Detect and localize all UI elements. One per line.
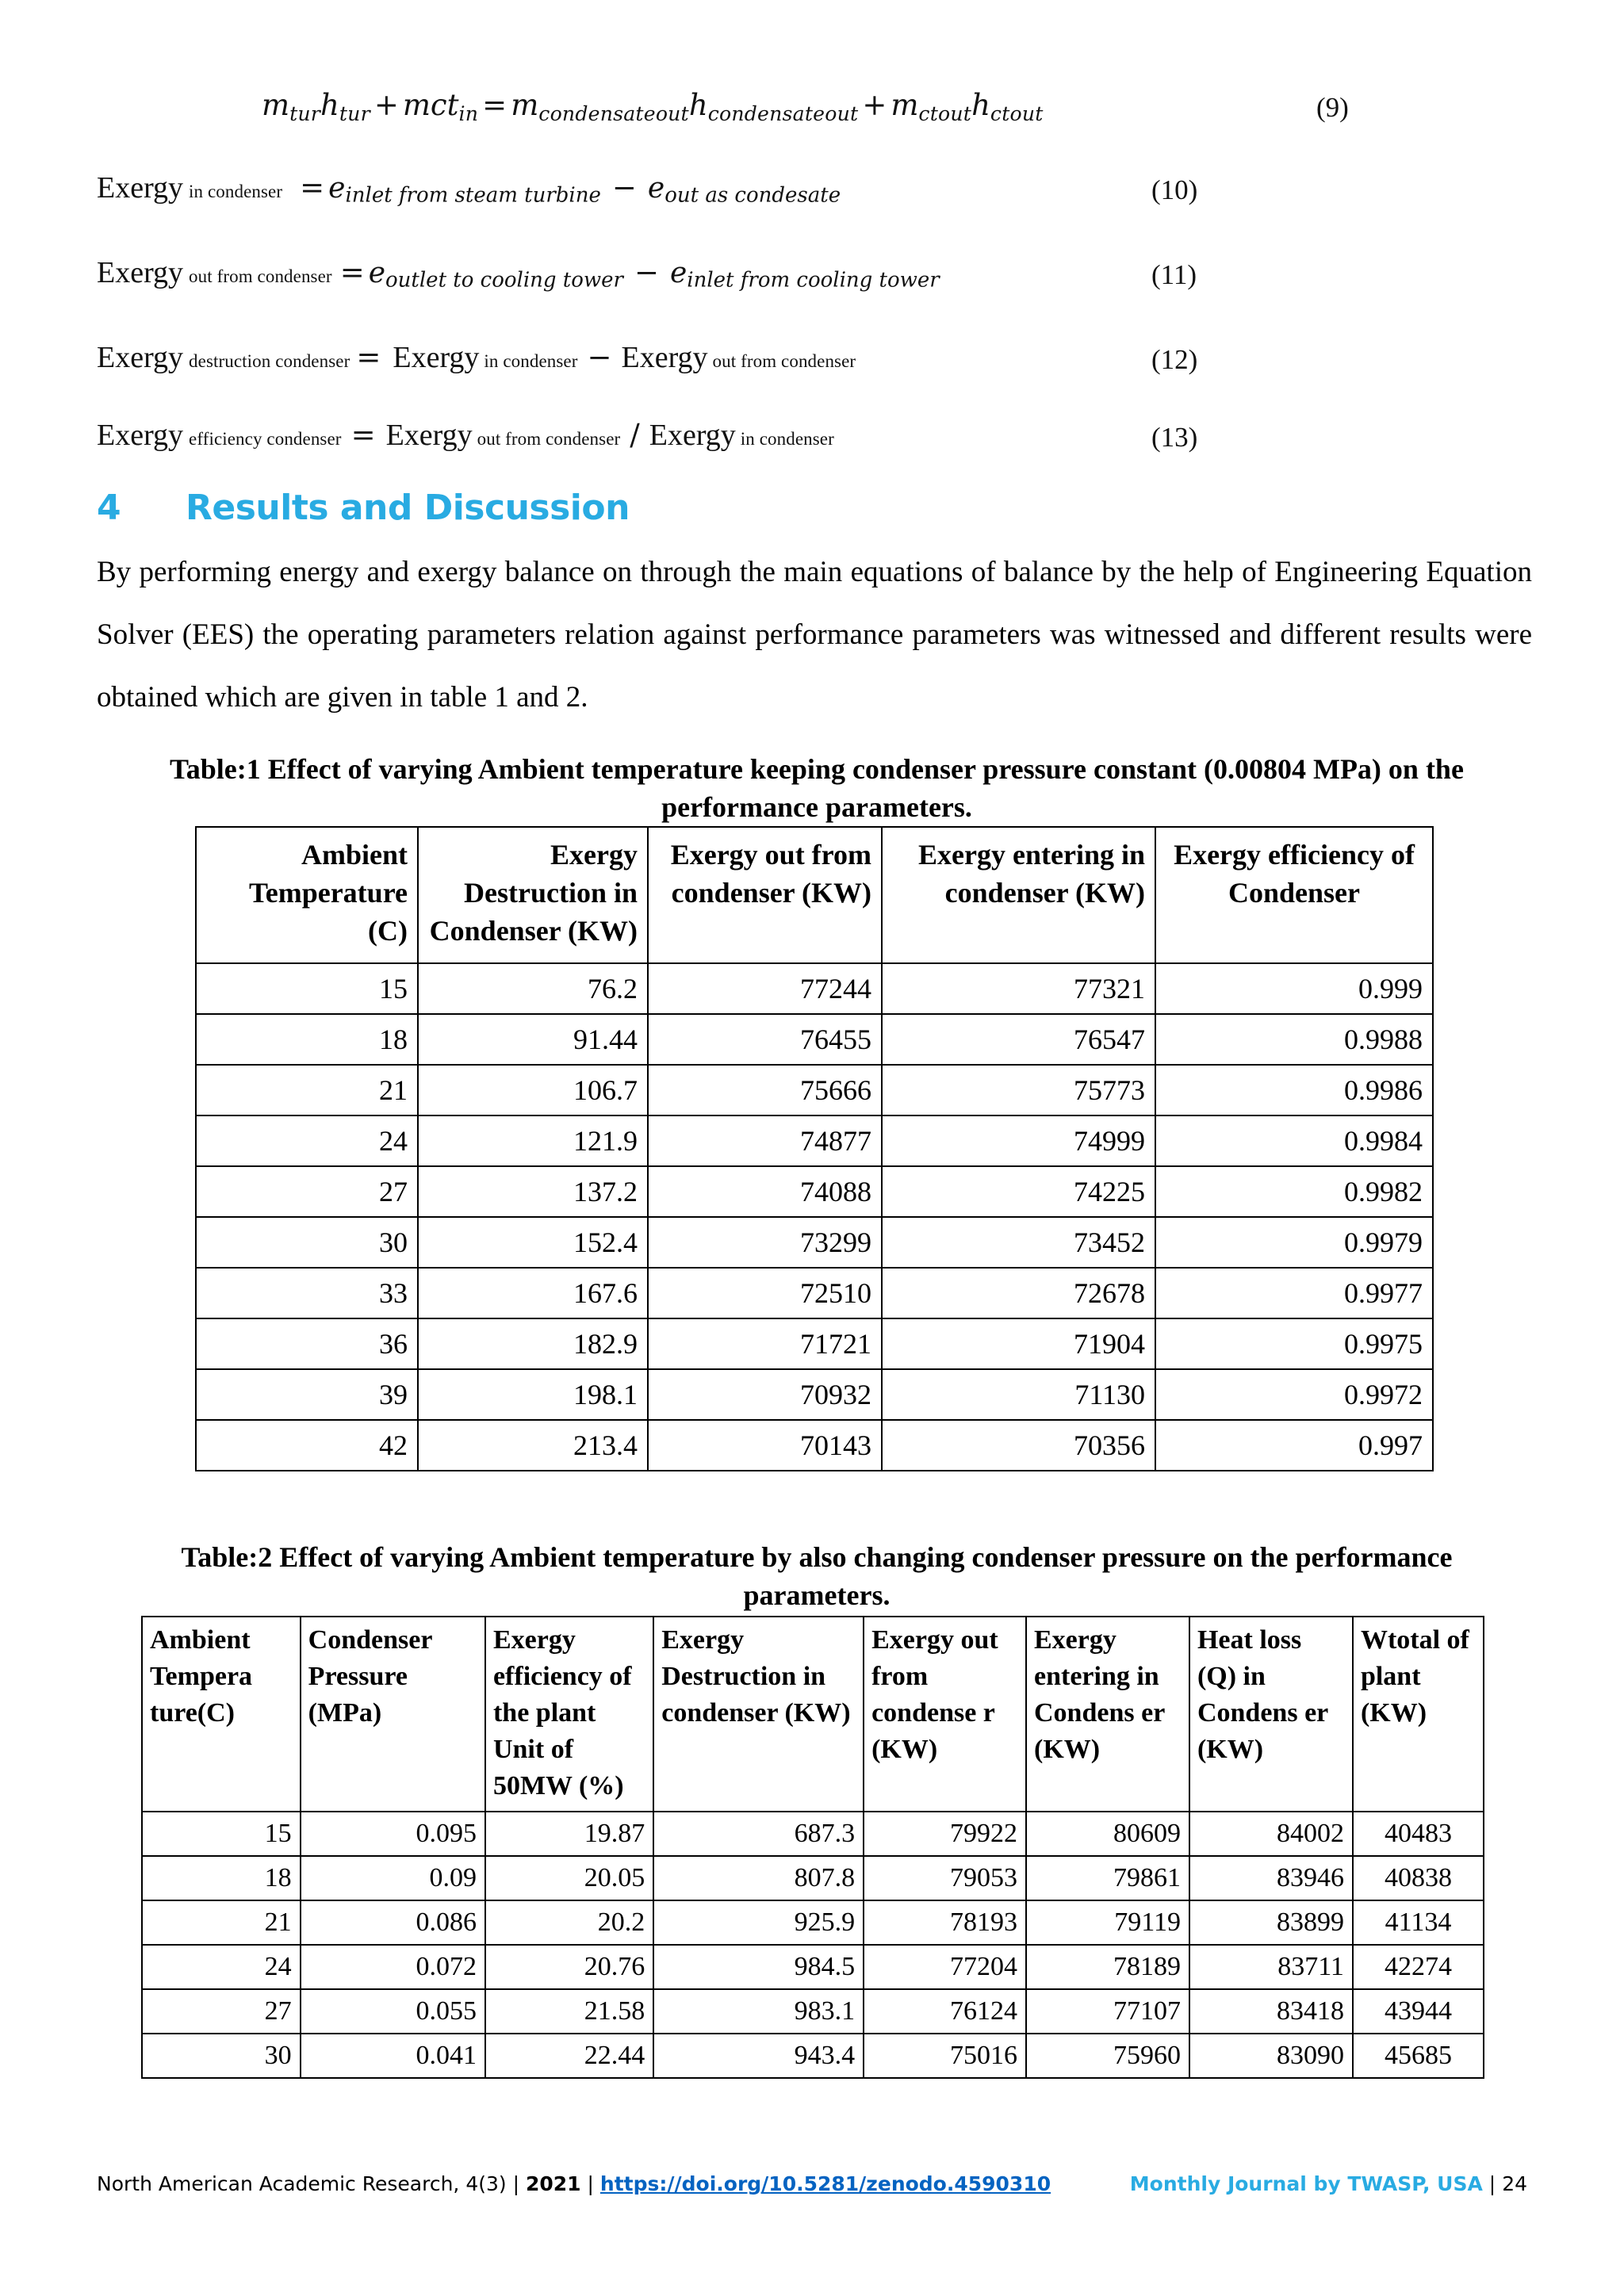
table2-cell: 83418	[1189, 1989, 1353, 2034]
table2-cell: 77107	[1026, 1989, 1189, 2034]
eq10-term1-base: e	[328, 172, 346, 205]
table2-cell: 79861	[1026, 1856, 1189, 1900]
table2-cell: 943.4	[653, 2034, 864, 2078]
eq9-term-m-condensateout: $m_{condensateout}$	[511, 88, 689, 126]
table1-cell: 75773	[882, 1065, 1155, 1115]
table2-cell: 983.1	[653, 1989, 864, 2034]
table1-cell: 0.9972	[1155, 1369, 1433, 1420]
table1-cell: 106.7	[418, 1065, 648, 1115]
table1-cell: 198.1	[418, 1369, 648, 1420]
table-row	[196, 1115, 1433, 1166]
table-2-exergy-varying-pressure	[141, 1616, 1484, 2079]
table2-cell: 0.086	[301, 1900, 485, 1945]
eq13-term2-sub: in condenser	[740, 429, 834, 449]
table1-cell: 15	[196, 963, 418, 1014]
eq9-equals: =	[482, 88, 508, 122]
eq10-term2-base: e	[647, 172, 665, 205]
table2-cell: 40483	[1353, 1812, 1484, 1856]
eq11-lhs-word: Exergy	[97, 256, 184, 289]
table1-cell: 74877	[648, 1115, 882, 1166]
table1-cell: 0.9988	[1155, 1014, 1433, 1065]
table2-col-heat-loss: Heat loss (Q) in Condens er (KW)	[1189, 1617, 1353, 1812]
table2-col-wtotal: Wtotal of plant (KW)	[1353, 1617, 1484, 1812]
table-row	[196, 1065, 1433, 1115]
table1-col-exergy-efficiency: Exergy efficiency of Condenser	[1155, 827, 1433, 963]
table2-cell: 84002	[1189, 1812, 1353, 1856]
footer-page-separator: |	[1488, 2172, 1496, 2195]
table2-cell: 42274	[1353, 1945, 1484, 1989]
eq13-term1-word: Exergy	[385, 419, 473, 452]
table1-cell: 74225	[882, 1166, 1155, 1217]
footer-left	[97, 2172, 1051, 2195]
eq13-term2-word: Exergy	[649, 419, 736, 452]
eq11-term2-sub: inlet from cooling tower	[687, 268, 940, 293]
table1-cell: 18	[196, 1014, 418, 1065]
table-row	[196, 1369, 1433, 1420]
table-row	[142, 1945, 1484, 1989]
table2-cell: 77204	[864, 1945, 1026, 1989]
eq11-term1-sub: outlet to cooling tower	[385, 268, 623, 293]
eq13-lhs-sub: efficiency condenser	[189, 429, 342, 449]
table1-cell: 0.999	[1155, 963, 1433, 1014]
section-heading-results	[97, 488, 630, 528]
table-row	[196, 1268, 1433, 1318]
table2-header-row	[142, 1617, 1484, 1812]
table1-cell: 0.9975	[1155, 1318, 1433, 1369]
table2-cell: 0.095	[301, 1812, 485, 1856]
table1-cell: 36	[196, 1318, 418, 1369]
eq12-term2-sub: out from condenser	[712, 351, 856, 371]
eq11-minus: −	[634, 255, 659, 289]
table1-cell: 182.9	[418, 1318, 648, 1369]
table2-caption: Table:2 Effect of varying Ambient temperature by also changing condenser pressure on the performance parameters.	[181, 1541, 1453, 1611]
eq12-lhs-sub: destruction condenser	[189, 351, 350, 371]
table1-cell: 70143	[648, 1420, 882, 1471]
table2-cell: 0.055	[301, 1989, 485, 2034]
footer-doi-link[interactable]: https://doi.org/10.5281/zenodo.4590310	[599, 2172, 1051, 2195]
table1-cell: 72510	[648, 1268, 882, 1318]
equation-number-12: (12)	[1151, 344, 1198, 375]
table2-col-exergy-efficiency-plant: Exergy efficiency of the plant Unit of 50MW (%)	[485, 1617, 653, 1812]
eq12-lhs-word: Exergy	[97, 341, 184, 374]
table1-cell: 213.4	[418, 1420, 648, 1471]
table2-cell: 79922	[864, 1812, 1026, 1856]
table1-cell: 42	[196, 1420, 418, 1471]
table1-cell: 91.44	[418, 1014, 648, 1065]
footer-separator: |	[587, 2172, 594, 2195]
table-row	[196, 1318, 1433, 1369]
table2-cell: 24	[142, 1945, 301, 1989]
equation-11	[0, 255, 1624, 313]
table1-cell: 73299	[648, 1217, 882, 1268]
table2-cell: 40838	[1353, 1856, 1484, 1900]
equation-number-11: (11)	[1151, 259, 1197, 290]
eq12-minus: −	[587, 340, 612, 374]
table2-cell: 21.58	[485, 1989, 653, 2034]
table1-cell: 74088	[648, 1166, 882, 1217]
equation-12	[0, 342, 1624, 398]
table1-cell: 74999	[882, 1115, 1155, 1166]
table2-cell: 83946	[1189, 1856, 1353, 1900]
table-1-exergy-constant-pressure	[195, 826, 1434, 1471]
eq9-term-h-ctout: $h_{ctout}$	[971, 88, 1044, 126]
table2-cell: 984.5	[653, 1945, 864, 1989]
table1-cell: 70932	[648, 1369, 882, 1420]
table2-cell: 78189	[1026, 1945, 1189, 1989]
eq11-term1-base: e	[368, 257, 386, 289]
table1-cell: 77244	[648, 963, 882, 1014]
table2-cell: 45685	[1353, 2034, 1484, 2078]
table2-cell: 43944	[1353, 1989, 1484, 2034]
eq10-term2-sub: out as condesate	[665, 183, 841, 208]
table1-cell: 0.9984	[1155, 1115, 1433, 1166]
footer-journal-text: North American Academic Research, 4(3) |	[97, 2172, 520, 2195]
table1-col-ambient-temperature: Ambient Temperature (C)	[196, 827, 418, 963]
table2-cell: 0.041	[301, 2034, 485, 2078]
footer-publisher: Monthly Journal by TWASP, USA	[1129, 2172, 1483, 2195]
table1-cell: 0.9982	[1155, 1166, 1433, 1217]
table2-cell: 15	[142, 1812, 301, 1856]
table-row	[142, 1856, 1484, 1900]
table2-cell: 20.76	[485, 1945, 653, 1989]
table1-cell: 70356	[882, 1420, 1155, 1471]
table2-cell: 79119	[1026, 1900, 1189, 1945]
eq13-divide: /	[630, 418, 640, 452]
table2-col-ambient-temperature: Ambient Tempera ture(C)	[142, 1617, 301, 1812]
table1-cell: 24	[196, 1115, 418, 1166]
eq11-lhs-sub: out from condenser	[189, 266, 332, 286]
section-number: 4	[97, 488, 121, 528]
table1-cell: 76547	[882, 1014, 1155, 1065]
table1-cell: 121.9	[418, 1115, 648, 1166]
eq9-term-h-tur: $h_{tur}$	[320, 88, 370, 126]
table1-cell: 0.9986	[1155, 1065, 1433, 1115]
eq9-plus-2: +	[862, 88, 887, 122]
eq13-term1-sub: out from condenser	[477, 429, 621, 449]
table2-cell: 78193	[864, 1900, 1026, 1945]
table1-col-exergy-entering: Exergy entering in condenser (KW)	[882, 827, 1155, 963]
table1-cell: 77321	[882, 963, 1155, 1014]
eq11-term2-base: e	[669, 257, 688, 289]
table2-cell: 27	[142, 1989, 301, 2034]
eq9-term-mct-in: mct$_{in}$	[402, 88, 479, 126]
table1-cell: 71130	[882, 1369, 1155, 1420]
equation-10	[0, 170, 1624, 228]
table1-cell: 0.9977	[1155, 1268, 1433, 1318]
table-row	[196, 1166, 1433, 1217]
eq11-equals: =	[339, 255, 365, 289]
table2-col-exergy-destruction: Exergy Destruction in condenser (KW)	[653, 1617, 864, 1812]
table2-cell: 20.2	[485, 1900, 653, 1945]
table-row	[142, 1812, 1484, 1856]
eq12-term1-sub: in condenser	[484, 351, 578, 371]
eq12-term1-word: Exergy	[393, 341, 480, 374]
table1-cell: 27	[196, 1166, 418, 1217]
table2-cell: 18	[142, 1856, 301, 1900]
table2-cell: 925.9	[653, 1900, 864, 1945]
eq9-term-m-tur: $m_{tur}$	[262, 88, 321, 126]
page-footer	[0, 2172, 1624, 2207]
eq10-term1-sub: inlet from steam turbine	[345, 183, 601, 208]
table1-caption: Table:1 Effect of varying Ambient temperature keeping condenser pressure constant (0.00804 MPa) on the performance parameters.	[170, 753, 1464, 823]
table2-cell: 20.05	[485, 1856, 653, 1900]
table1-cell: 76455	[648, 1014, 882, 1065]
equation-9	[0, 90, 1624, 146]
table2-cell: 30	[142, 2034, 301, 2078]
eq12-term2-word: Exergy	[621, 341, 708, 374]
equation-number-10: (10)	[1151, 174, 1198, 205]
table2-cell: 80609	[1026, 1812, 1189, 1856]
table1-cell: 39	[196, 1369, 418, 1420]
table2-cell: 83899	[1189, 1900, 1353, 1945]
table2-cell: 0.09	[301, 1856, 485, 1900]
results-paragraph: By performing energy and exergy balance on through the main equations of balance by the help of Engineering Equation Solver (EES) the operating parameters relation against performance parameters was witnessed and different results were obtained which are given in table 1 and 2.	[97, 556, 1532, 714]
table1-cell: 33	[196, 1268, 418, 1318]
table2-cell: 41134	[1353, 1900, 1484, 1945]
table-row	[196, 1014, 1433, 1065]
table2-cell: 807.8	[653, 1856, 864, 1900]
table-row	[142, 1900, 1484, 1945]
table2-cell: 83090	[1189, 2034, 1353, 2078]
eq10-lhs-sub: in condenser	[189, 182, 283, 201]
table2-cell: 75960	[1026, 2034, 1189, 2078]
table-row	[196, 963, 1433, 1014]
table2-cell: 0.072	[301, 1945, 485, 1989]
eq9-plus-1: +	[373, 88, 399, 122]
table1-cell: 30	[196, 1217, 418, 1268]
table2-cell: 687.3	[653, 1812, 864, 1856]
table1-col-exergy-out: Exergy out from condenser (KW)	[648, 827, 882, 963]
equation-number-13: (13)	[1151, 422, 1198, 453]
eq10-lhs-word: Exergy	[97, 171, 184, 205]
eq10-minus: −	[611, 170, 637, 205]
table1-cell: 0.9979	[1155, 1217, 1433, 1268]
table1-cell: 167.6	[418, 1268, 648, 1318]
eq13-equals: =	[350, 418, 376, 452]
table2-cell: 76124	[864, 1989, 1026, 2034]
section-title: Results and Discussion	[186, 488, 630, 528]
table1-cell: 137.2	[418, 1166, 648, 1217]
table1-cell: 72678	[882, 1268, 1155, 1318]
eq10-equals: =	[300, 170, 325, 205]
equation-13	[0, 420, 1624, 476]
table2-col-exergy-out: Exergy out from condense r (KW)	[864, 1617, 1026, 1812]
table2-cell: 79053	[864, 1856, 1026, 1900]
table1-cell: 21	[196, 1065, 418, 1115]
table1-cell: 71904	[882, 1318, 1155, 1369]
table1-cell: 0.997	[1155, 1420, 1433, 1471]
table-row	[196, 1217, 1433, 1268]
table1-cell: 76.2	[418, 963, 648, 1014]
table2-cell: 22.44	[485, 2034, 653, 2078]
eq9-term-m-ctout: $m_{ctout}$	[891, 88, 972, 126]
footer-right	[1130, 2172, 1527, 2195]
footer-year: 2021	[525, 2172, 581, 2195]
table2-cell: 21	[142, 1900, 301, 1945]
table1-cell: 152.4	[418, 1217, 648, 1268]
table1-header-row	[196, 827, 1433, 963]
equation-number-9: (9)	[1316, 92, 1349, 123]
table-row	[142, 1989, 1484, 2034]
table1-col-exergy-destruction: Exergy Destruction in Condenser (KW)	[418, 827, 648, 963]
table2-col-condenser-pressure: Condenser Pressure (MPa)	[301, 1617, 485, 1812]
eq12-equals: =	[356, 340, 381, 374]
table1-cell: 71721	[648, 1318, 882, 1369]
table1-cell: 73452	[882, 1217, 1155, 1268]
table2-col-exergy-entering: Exergy entering in Condens er (KW)	[1026, 1617, 1189, 1812]
table-row	[142, 2034, 1484, 2078]
eq9-term-h-condensateout: $h_{condensateout}$	[688, 88, 859, 126]
table-row	[196, 1420, 1433, 1471]
table2-cell: 75016	[864, 2034, 1026, 2078]
footer-page-number: 24	[1502, 2172, 1527, 2195]
table2-cell: 19.87	[485, 1812, 653, 1856]
eq13-lhs-word: Exergy	[97, 419, 184, 452]
table2-cell: 83711	[1189, 1945, 1353, 1989]
table1-cell: 75666	[648, 1065, 882, 1115]
